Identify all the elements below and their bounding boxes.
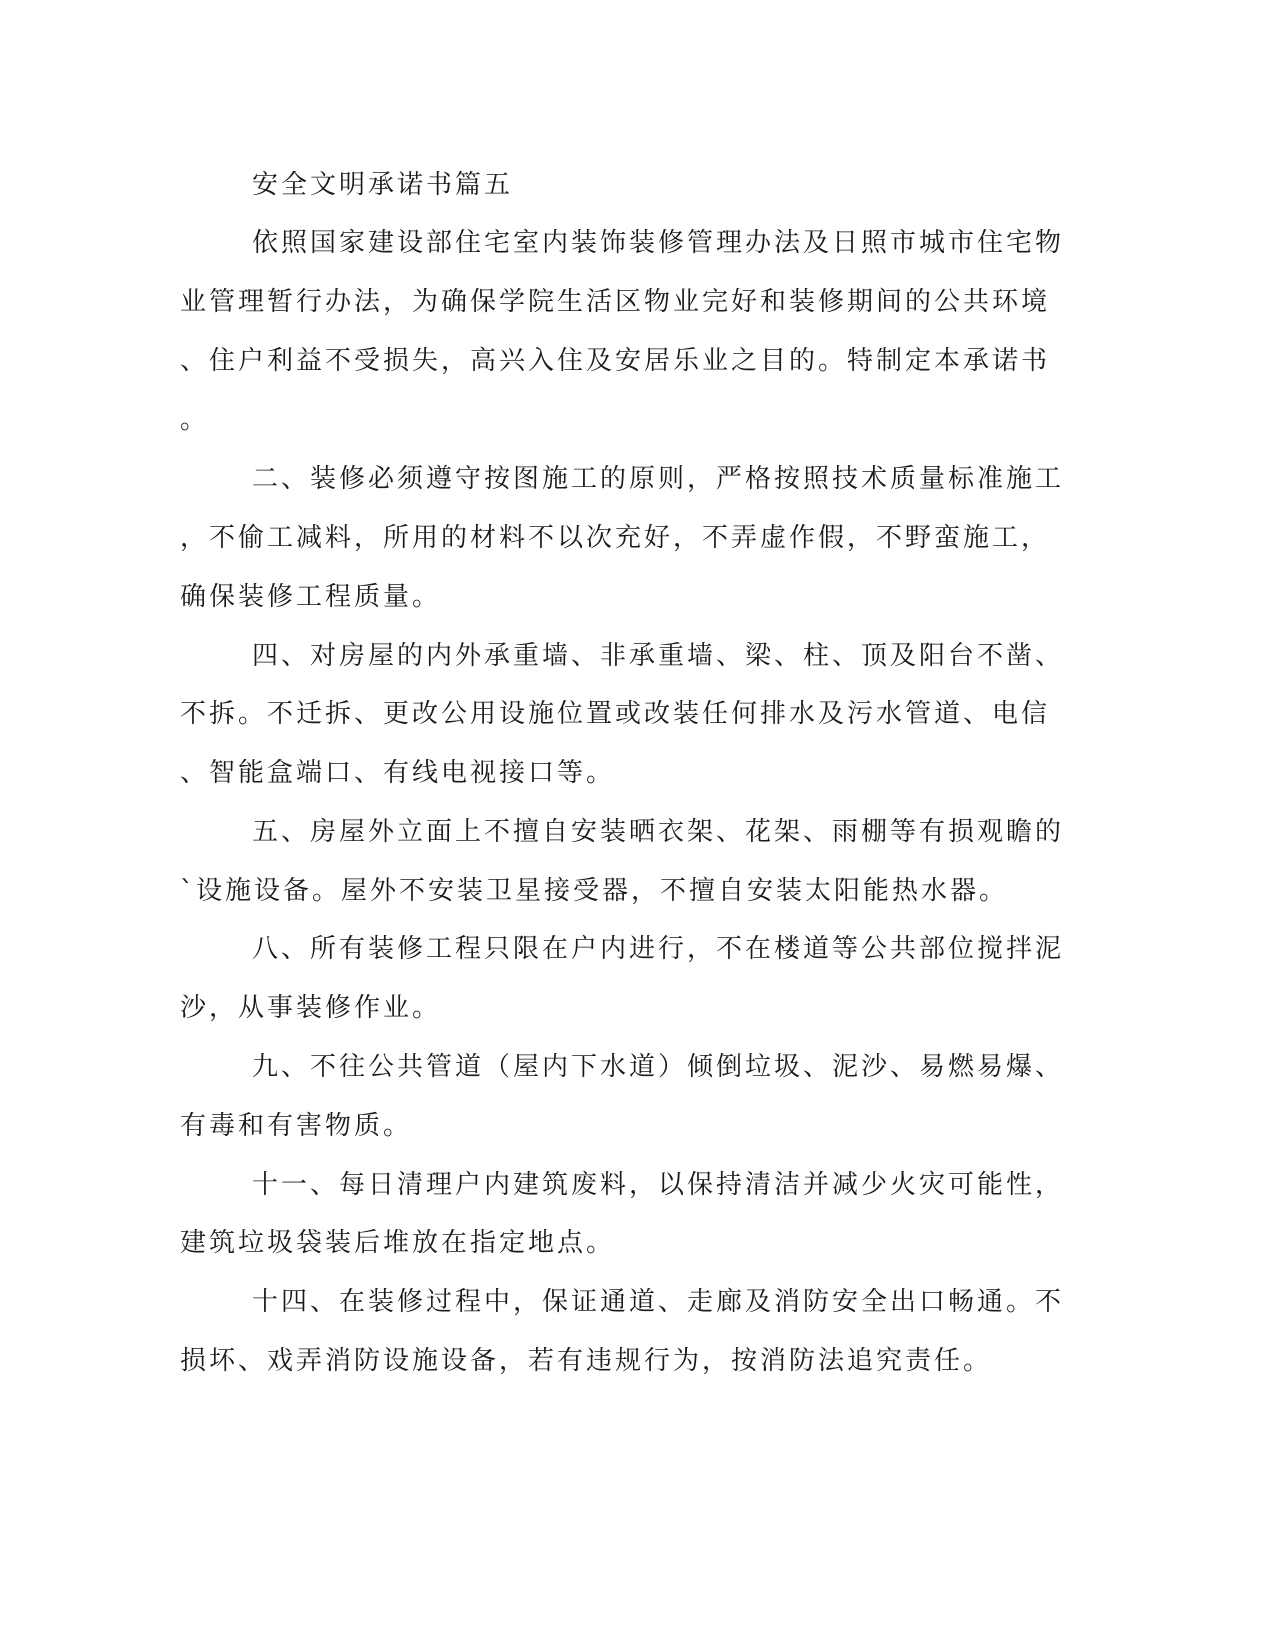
item-14-line-1: 十四、在装修过程中，保证通道、走廊及消防安全出口畅通。不	[252, 1287, 1065, 1317]
item-2-line-2: ，不偷工减料，所用的材料不以次充好，不弄虚作假，不野蛮施工，	[180, 523, 1051, 553]
item-5-line-2: `设施设备。屋外不安装卫星接受器，不擅自安装太阳能热水器。	[180, 876, 1009, 906]
item-14-line-2: 损坏、戏弄消防设施设备，若有违规行为，按消防法追究责任。	[180, 1346, 993, 1376]
item-4-line-3: 、智能盒端口、有线电视接口等。	[180, 758, 616, 788]
item-8-line-1: 八、所有装修工程只限在户内进行，不在楼道等公共部位搅拌泥	[252, 934, 1065, 964]
item-9-line-1: 九、不往公共管道（屋内下水道）倾倒垃圾、泥沙、易燃易爆、	[252, 1052, 1065, 1082]
item-9-line-2: 有毒和有害物质。	[180, 1111, 413, 1141]
item-11-line-2: 建筑垃圾袋装后堆放在指定地点。	[180, 1228, 616, 1258]
item-2-line-3: 确保装修工程质量。	[180, 582, 442, 612]
intro-line-4: 。	[180, 405, 210, 435]
item-4-line-1: 四、对房屋的内外承重墙、非承重墙、梁、柱、顶及阳台不凿、	[252, 641, 1065, 671]
item-2-line-1: 二、装修必须遵守按图施工的原则，严格按照技术质量标准施工	[252, 464, 1065, 494]
intro-line-2: 业管理暂行办法，为确保学院生活区物业完好和装修期间的公共环境	[180, 287, 1051, 317]
item-8-line-2: 沙，从事装修作业。	[180, 993, 442, 1023]
item-4-line-2: 不拆。不迁拆、更改公用设施位置或改装任何排水及污水管道、电信	[180, 699, 1051, 729]
document-title: 安全文明承诺书篇五	[252, 170, 514, 200]
item-11-line-1: 十一、每日清理户内建筑废料，以保持清洁并减少火灾可能性，	[252, 1170, 1065, 1200]
item-5-line-1: 五、房屋外立面上不擅自安装晒衣架、花架、雨棚等有损观瞻的	[252, 817, 1065, 847]
intro-line-1: 依照国家建设部住宅室内装饰装修管理办法及日照市城市住宅物	[252, 228, 1065, 258]
intro-line-3: 、住户利益不受损失，高兴入住及安居乐业之目的。特制定本承诺书	[180, 346, 1051, 376]
